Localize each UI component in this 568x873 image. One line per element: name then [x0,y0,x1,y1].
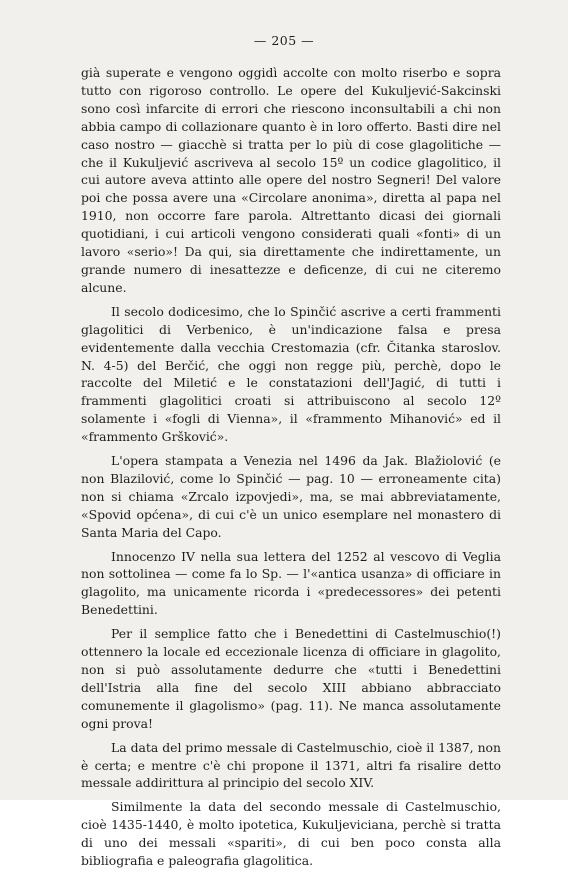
paragraph-4: Innocenzo IV nella sua lettera del 1252 al vescovo di Veglia non sottolinea — come fa lo Sp. — l'«antica usanza» di officiare in glagolito, ma unicamente ricorda i «predecessores» dei petenti Benedettini. [81,548,501,618]
paragraph-6: La data del primo messale di Castelmuschio, cioè il 1387, non è certa; e mentre c'è chi propone il 1371, altri fa risalire detto messale addirittura al principio del secolo XIV. [81,739,501,791]
paragraph-2: Il secolo dodicesimo, che lo Spinčić ascrive a certi frammenti glagolitici di Verbenico, è un'indicazione falsa e presa evidentemente dalla vecchia Crestomazia (cfr. Čitanka staroslov. N. 4-5) del Berčić, che oggi non regge più, perchè, dopo le raccolte del Miletić e le constatazioni dell'Jagić, di tutti i frammenti glagolitici croati si attribuiscono al secolo 12º solamente i «fogli di Vienna», il «frammento Mihanović» ed il «frammento Gršković». [81,303,501,445]
paragraph-3: L'opera stampata a Venezia nel 1496 da Jak. Blažiolović (e non Blazilović, come lo Spinčić — pag. 10 — erroneamente cita) non si chiama «Zrcalo izpovjedi», ma, se mai abbreviatamente, «Spovid općena», di cui c'è un unico esemplare nel monastero di Santa Maria del Capo. [81,453,501,540]
paragraph-7: Similmente la data del secondo messale di Castelmuschio, cioè 1435-1440, è molto ipotetica, Kukuljeviciana, perchè si tratta di uno dei messali «spariti», di cui ben poco consta alla bibliografia e paleografia glagolitica. [81,799,501,869]
page-body [81,64,501,873]
paragraph-5: Per il semplice fatto che i Benedettini di Castelmuschio(!) ottennero la locale ed eccezionale licenza di officiare in glagolito, non si può assolutamente dedurre che «tutti i Benedettini dell'Istria alla fine del secolo XIII abbiano abbracciato comunemente il glagolismo» (pag. 11). Ne manca assolutamente ogni prova! [81,626,501,731]
paragraph-1: già superate e vengono oggidì accolte con molto riserbo e sopra tutto con rigoroso controllo. Le opere del Kukuljević-Sakcinski sono così infarcite di errori che riescono inconsultabili a chi non abbia campo di collazionare quanto è in loro offerto. Basti dire nel caso nostro — giacchè si tratta per lo più di cose glagolitiche — che il Kukuljević ascriveva al secolo 15º un codice glagolitico, il cui autore aveva attinto alle opere del nostro Segneri! Del valore poi che possa avere una «Circolare anonima», diretta al papa nel 1910, non occorre fare parola. Altrettanto dicasi dei giornali quotidiani, i cui articoli vengono considerati quali «fonti» di un lavoro «serio»! Da qui, sia direttamente che indirettamente, un grande numero di inesattezze e deficenze, di cui ne citeremo alcune. [81,65,501,295]
page-number: — 205 — [253,33,315,48]
